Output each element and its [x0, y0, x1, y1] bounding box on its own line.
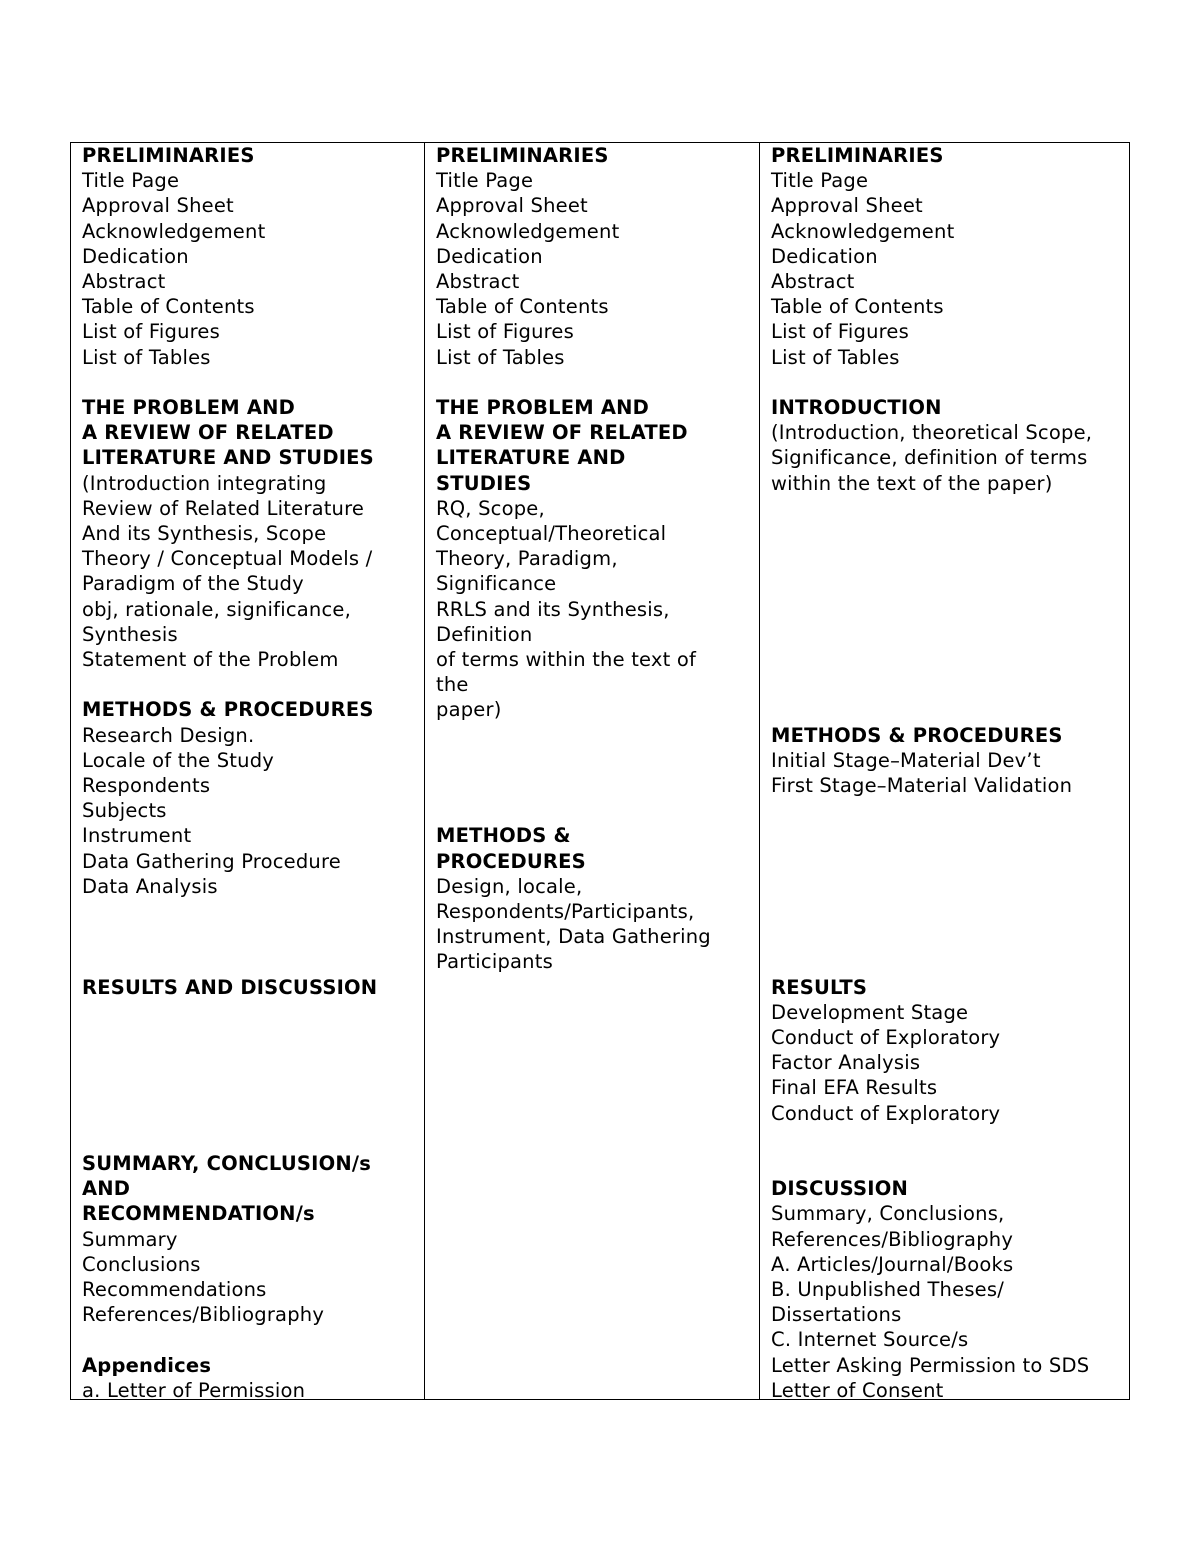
outline-item: Data Gathering Procedure — [82, 849, 341, 873]
outline-item: (Introduction, theoretical Scope, — [771, 421, 1093, 445]
outline-item: Paradigm of the Study — [82, 572, 304, 596]
outline-item: Acknowledgement — [436, 219, 620, 243]
outline-item: Title Page — [771, 169, 869, 193]
outline-item: Data Analysis — [82, 874, 218, 898]
outline-item: of terms within the text of — [436, 648, 697, 671]
section-heading: PRELIMINARIES — [436, 144, 609, 167]
outline-item: Table of Contents — [82, 295, 255, 319]
outline-item: Definition — [436, 622, 533, 646]
outline-item: Abstract — [82, 270, 166, 293]
section-heading: METHODS & — [436, 824, 571, 848]
outline-item: Final EFA Results — [771, 1076, 938, 1100]
outline-item: Instrument, Data Gathering — [436, 925, 711, 949]
outline-item: Participants — [436, 950, 553, 974]
outline-item: Acknowledgement — [82, 219, 266, 243]
outline-item: Summary, Conclusions, — [771, 1202, 1005, 1226]
outline-item: within the text of the paper) — [771, 471, 1053, 495]
outline-item: Summary — [82, 1227, 178, 1251]
outline-item: Table of Contents — [436, 295, 609, 319]
outline-item: List of Tables — [82, 345, 211, 369]
outline-item: List of Figures — [771, 320, 909, 344]
section-heading: PROCEDURES — [436, 849, 586, 873]
outline-item: Letter Asking Permission to SDS — [771, 1353, 1090, 1377]
outline-item: List of Tables — [436, 345, 565, 369]
outline-item: Conceptual/Theoretical — [436, 522, 667, 545]
column-2 — [425, 143, 760, 1399]
outline-item: Research Design. — [82, 723, 255, 747]
section-heading: RESULTS — [771, 975, 868, 999]
outline-item: Approval Sheet — [82, 194, 234, 218]
outline-item: Letter of Consent — [771, 1378, 944, 1402]
section-heading: A REVIEW OF RELATED — [82, 421, 334, 445]
outline-item: Significance — [436, 572, 557, 596]
column-1 — [71, 143, 425, 1402]
outline-item: Dedication — [82, 244, 189, 268]
outline-item: Respondents — [82, 774, 211, 797]
outline-item: Abstract — [771, 270, 855, 293]
section-heading: PRELIMINARIES — [82, 144, 255, 167]
outline-item: Respondents/Participants, — [436, 900, 695, 923]
section-heading: RECOMMENDATION/s — [82, 1202, 315, 1226]
outline-item: B. Unpublished Theses/ — [771, 1278, 1005, 1301]
outline-item: the — [436, 673, 469, 697]
outline-item: Approval Sheet — [771, 194, 923, 218]
column-3 — [760, 143, 1129, 1402]
section-heading: LITERATURE AND STUDIES — [82, 446, 374, 470]
outline-item: Theory / Conceptual Models / — [82, 547, 373, 571]
outline-item: Conduct of Exploratory — [771, 1101, 1001, 1125]
outline-item: Subjects — [82, 799, 167, 823]
outline-item: Factor Analysis — [771, 1051, 921, 1075]
outline-item: List of Figures — [82, 320, 220, 344]
outline-item: Table of Contents — [771, 295, 944, 319]
outline-item: Locale of the Study — [82, 748, 275, 772]
section-heading: SUMMARY, CONCLUSION/s — [82, 1152, 372, 1175]
section-heading: Appendices — [82, 1353, 212, 1377]
section-heading: A REVIEW OF RELATED — [436, 421, 688, 445]
outline-item: Theory, Paradigm, — [436, 547, 618, 571]
outline-item: RRLS and its Synthesis, — [436, 597, 670, 621]
outline-item: Review of Related Literature — [82, 496, 365, 520]
outline-item: (Introduction integrating — [82, 471, 327, 495]
section-heading: LITERATURE AND — [436, 446, 626, 470]
section-heading: THE PROBLEM AND — [82, 396, 296, 419]
outline-item: Design, locale, — [436, 874, 583, 898]
outline-item: Statement of the Problem — [82, 648, 339, 671]
outline-item: a. Letter of Permission — [82, 1378, 306, 1402]
outline-item: Recommendations — [82, 1278, 267, 1301]
outline-item: Dedication — [771, 244, 878, 268]
outline-item: Conclusions — [82, 1252, 201, 1276]
outline-item: And its Synthesis, Scope — [82, 522, 327, 545]
section-heading: AND — [82, 1177, 131, 1201]
outline-item: A. Articles/Journal/Books — [771, 1252, 1014, 1276]
outline-item: Acknowledgement — [771, 219, 955, 243]
section-heading: PRELIMINARIES — [771, 144, 944, 167]
outline-item: paper) — [436, 698, 502, 722]
outline-item: RQ, Scope, — [436, 496, 545, 520]
outline-item: Significance, definition of terms — [771, 446, 1088, 470]
outline-item: First Stage–Material Validation — [771, 774, 1073, 797]
outline-item: Synthesis — [82, 622, 178, 646]
outline-item: Title Page — [82, 169, 180, 193]
outline-item: Title Page — [436, 169, 534, 193]
section-heading: STUDIES — [436, 471, 532, 495]
section-heading: INTRODUCTION — [771, 396, 942, 419]
outline-item: Approval Sheet — [436, 194, 588, 218]
section-heading: RESULTS AND DISCUSSION — [82, 975, 378, 999]
outline-item: Dedication — [436, 244, 543, 268]
outline-item: Instrument — [82, 824, 192, 848]
comparison-table — [70, 142, 1130, 1400]
outline-item: Abstract — [436, 270, 520, 293]
outline-item: Initial Stage–Material Dev’t — [771, 748, 1041, 772]
outline-item: References/Bibliography — [82, 1303, 325, 1327]
outline-item: List of Tables — [771, 345, 900, 369]
outline-item: Conduct of Exploratory — [771, 1026, 1001, 1049]
section-heading: METHODS & PROCEDURES — [82, 698, 374, 722]
outline-item: Development Stage — [771, 1000, 969, 1024]
outline-item: References/Bibliography — [771, 1227, 1014, 1251]
section-heading: DISCUSSION — [771, 1177, 908, 1201]
outline-item: List of Figures — [436, 320, 574, 344]
section-heading: THE PROBLEM AND — [436, 396, 650, 419]
section-heading: METHODS & PROCEDURES — [771, 723, 1063, 747]
outline-item: obj, rationale, significance, — [82, 597, 351, 621]
outline-item: C. Internet Source/s — [771, 1328, 969, 1352]
outline-item: Dissertations — [771, 1303, 902, 1327]
